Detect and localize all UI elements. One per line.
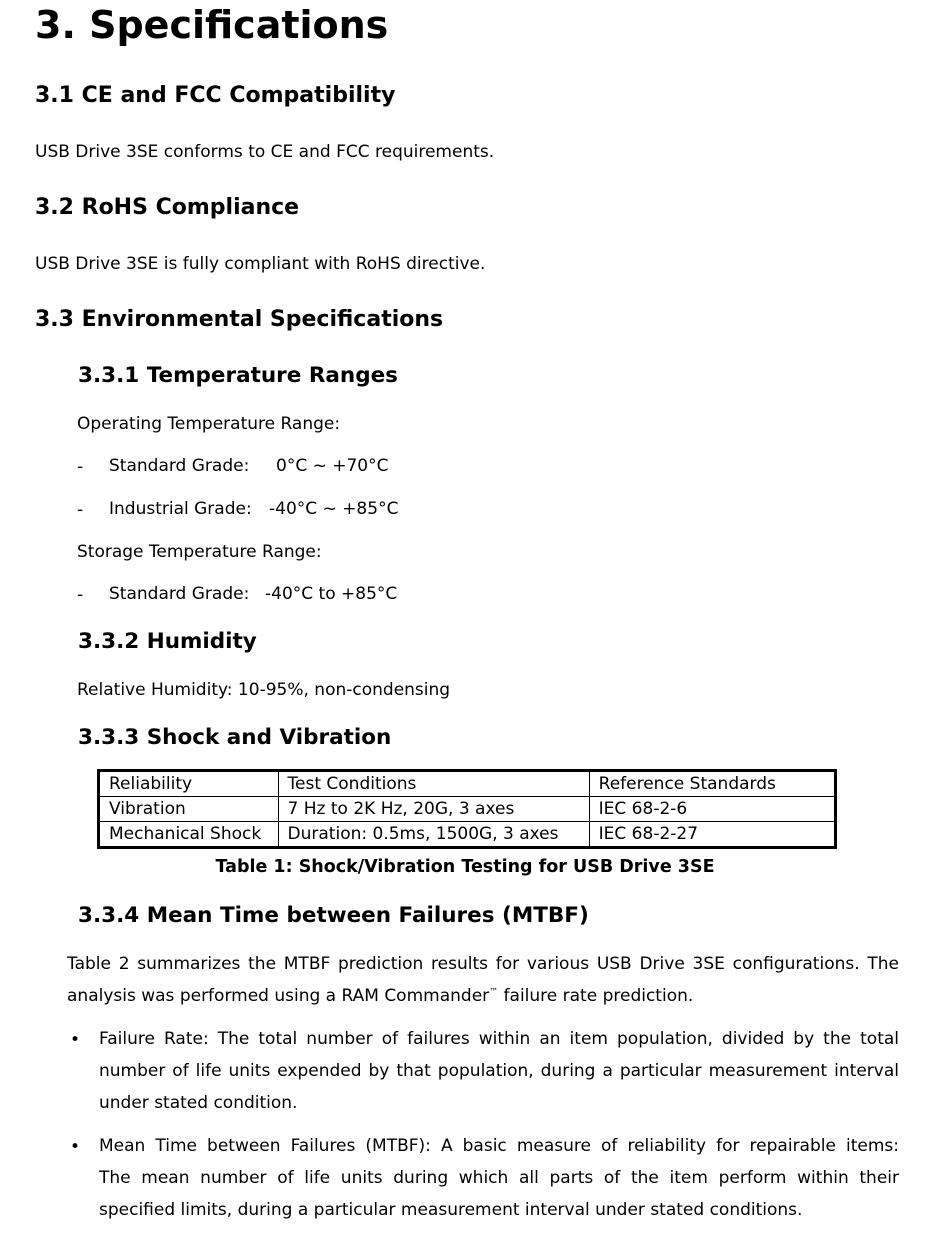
list-item-value: -40°C ~ +85°C <box>269 499 399 519</box>
paragraph-line: under stated condition. <box>99 1093 298 1113</box>
operating-temp-label: Operating Temperature Range: <box>77 414 341 434</box>
paragraph-text: failure rate prediction. <box>498 986 694 1006</box>
mtbf-definition <box>99 1130 899 1226</box>
paragraph-line: number of life units expended by that population, during a particular measurement interval <box>99 1061 899 1081</box>
list-item-value: 0°C ~ +70°C <box>276 456 389 476</box>
list-item-label: Standard Grade: <box>109 584 250 604</box>
list-bullet: - <box>77 500 84 520</box>
list-item-label: Standard Grade: <box>109 456 250 476</box>
subsection-heading-mtbf: 3.3.4 Mean Time between Failures (MTBF) <box>78 903 589 928</box>
subsection-heading-humidity: 3.3.2 Humidity <box>78 629 257 654</box>
section-heading-ce-fcc: 3.1 CE and FCC Compatibility <box>35 83 396 108</box>
list-item-value: -40°C to +85°C <box>265 584 398 604</box>
bullet-dot: • <box>70 1137 81 1157</box>
table-header-cell: Reliability <box>99 771 279 797</box>
table-cell: IEC 68-2-6 <box>589 797 835 822</box>
table-header-cell: Reference Standards <box>589 771 835 797</box>
table-cell: Vibration <box>99 797 279 822</box>
section-heading-rohs: 3.2 RoHS Compliance <box>35 195 300 220</box>
mtbf-intro-paragraph <box>67 948 899 1012</box>
ce-fcc-text: USB Drive 3SE conforms to CE and FCC requirements. <box>35 142 495 162</box>
section-heading-environmental: 3.3 Environmental Specifications <box>35 307 444 332</box>
paragraph-line: Failure Rate: The total number of failures within an item population, divided by the total <box>99 1029 899 1049</box>
paragraph-line: The mean number of life units during which all parts of the item perform within their <box>99 1168 899 1188</box>
bullet-dot: • <box>70 1030 81 1050</box>
paragraph-line: Table 2 summarizes the MTBF prediction results for various USB Drive 3SE configurations. The <box>67 954 899 974</box>
paragraph-text: analysis was performed using a RAM Commander <box>67 986 490 1006</box>
table-cell: 7 Hz to 2K Hz, 20G, 3 axes <box>278 797 589 822</box>
table-row <box>99 822 836 848</box>
table-cell: IEC 68-2-27 <box>589 822 835 848</box>
table-cell: Mechanical Shock <box>99 822 279 848</box>
storage-temp-label: Storage Temperature Range: <box>77 542 322 562</box>
table-cell: Duration: 0.5ms, 1500G, 3 axes <box>278 822 589 848</box>
failure-rate-definition <box>99 1023 899 1119</box>
list-bullet: - <box>77 585 84 605</box>
subsection-heading-shock: 3.3.3 Shock and Vibration <box>78 725 392 750</box>
subsection-heading-temperature: 3.3.1 Temperature Ranges <box>78 363 398 388</box>
shock-vibration-table <box>97 769 837 849</box>
table-header-row <box>99 771 836 797</box>
page-title: 3. Specifications <box>35 3 389 47</box>
humidity-text: Relative Humidity: 10-95%, non-condensing <box>77 680 451 700</box>
paragraph-line: Mean Time between Failures (MTBF): A basic measure of reliability for repairable items: <box>99 1136 899 1156</box>
list-bullet: - <box>77 457 84 477</box>
paragraph-line: specified limits, during a particular measurement interval under stated conditions. <box>99 1200 803 1220</box>
table-row <box>99 797 836 822</box>
rohs-text: USB Drive 3SE is fully compliant with RoHS directive. <box>35 254 486 274</box>
list-item-label: Industrial Grade: <box>109 499 252 519</box>
paragraph-line <box>67 980 899 1012</box>
table-caption: Table 1: Shock/Vibration Testing for USB Drive 3SE <box>215 857 715 877</box>
table-header-cell: Test Conditions <box>278 771 589 797</box>
trademark-symbol: ™ <box>489 987 499 998</box>
